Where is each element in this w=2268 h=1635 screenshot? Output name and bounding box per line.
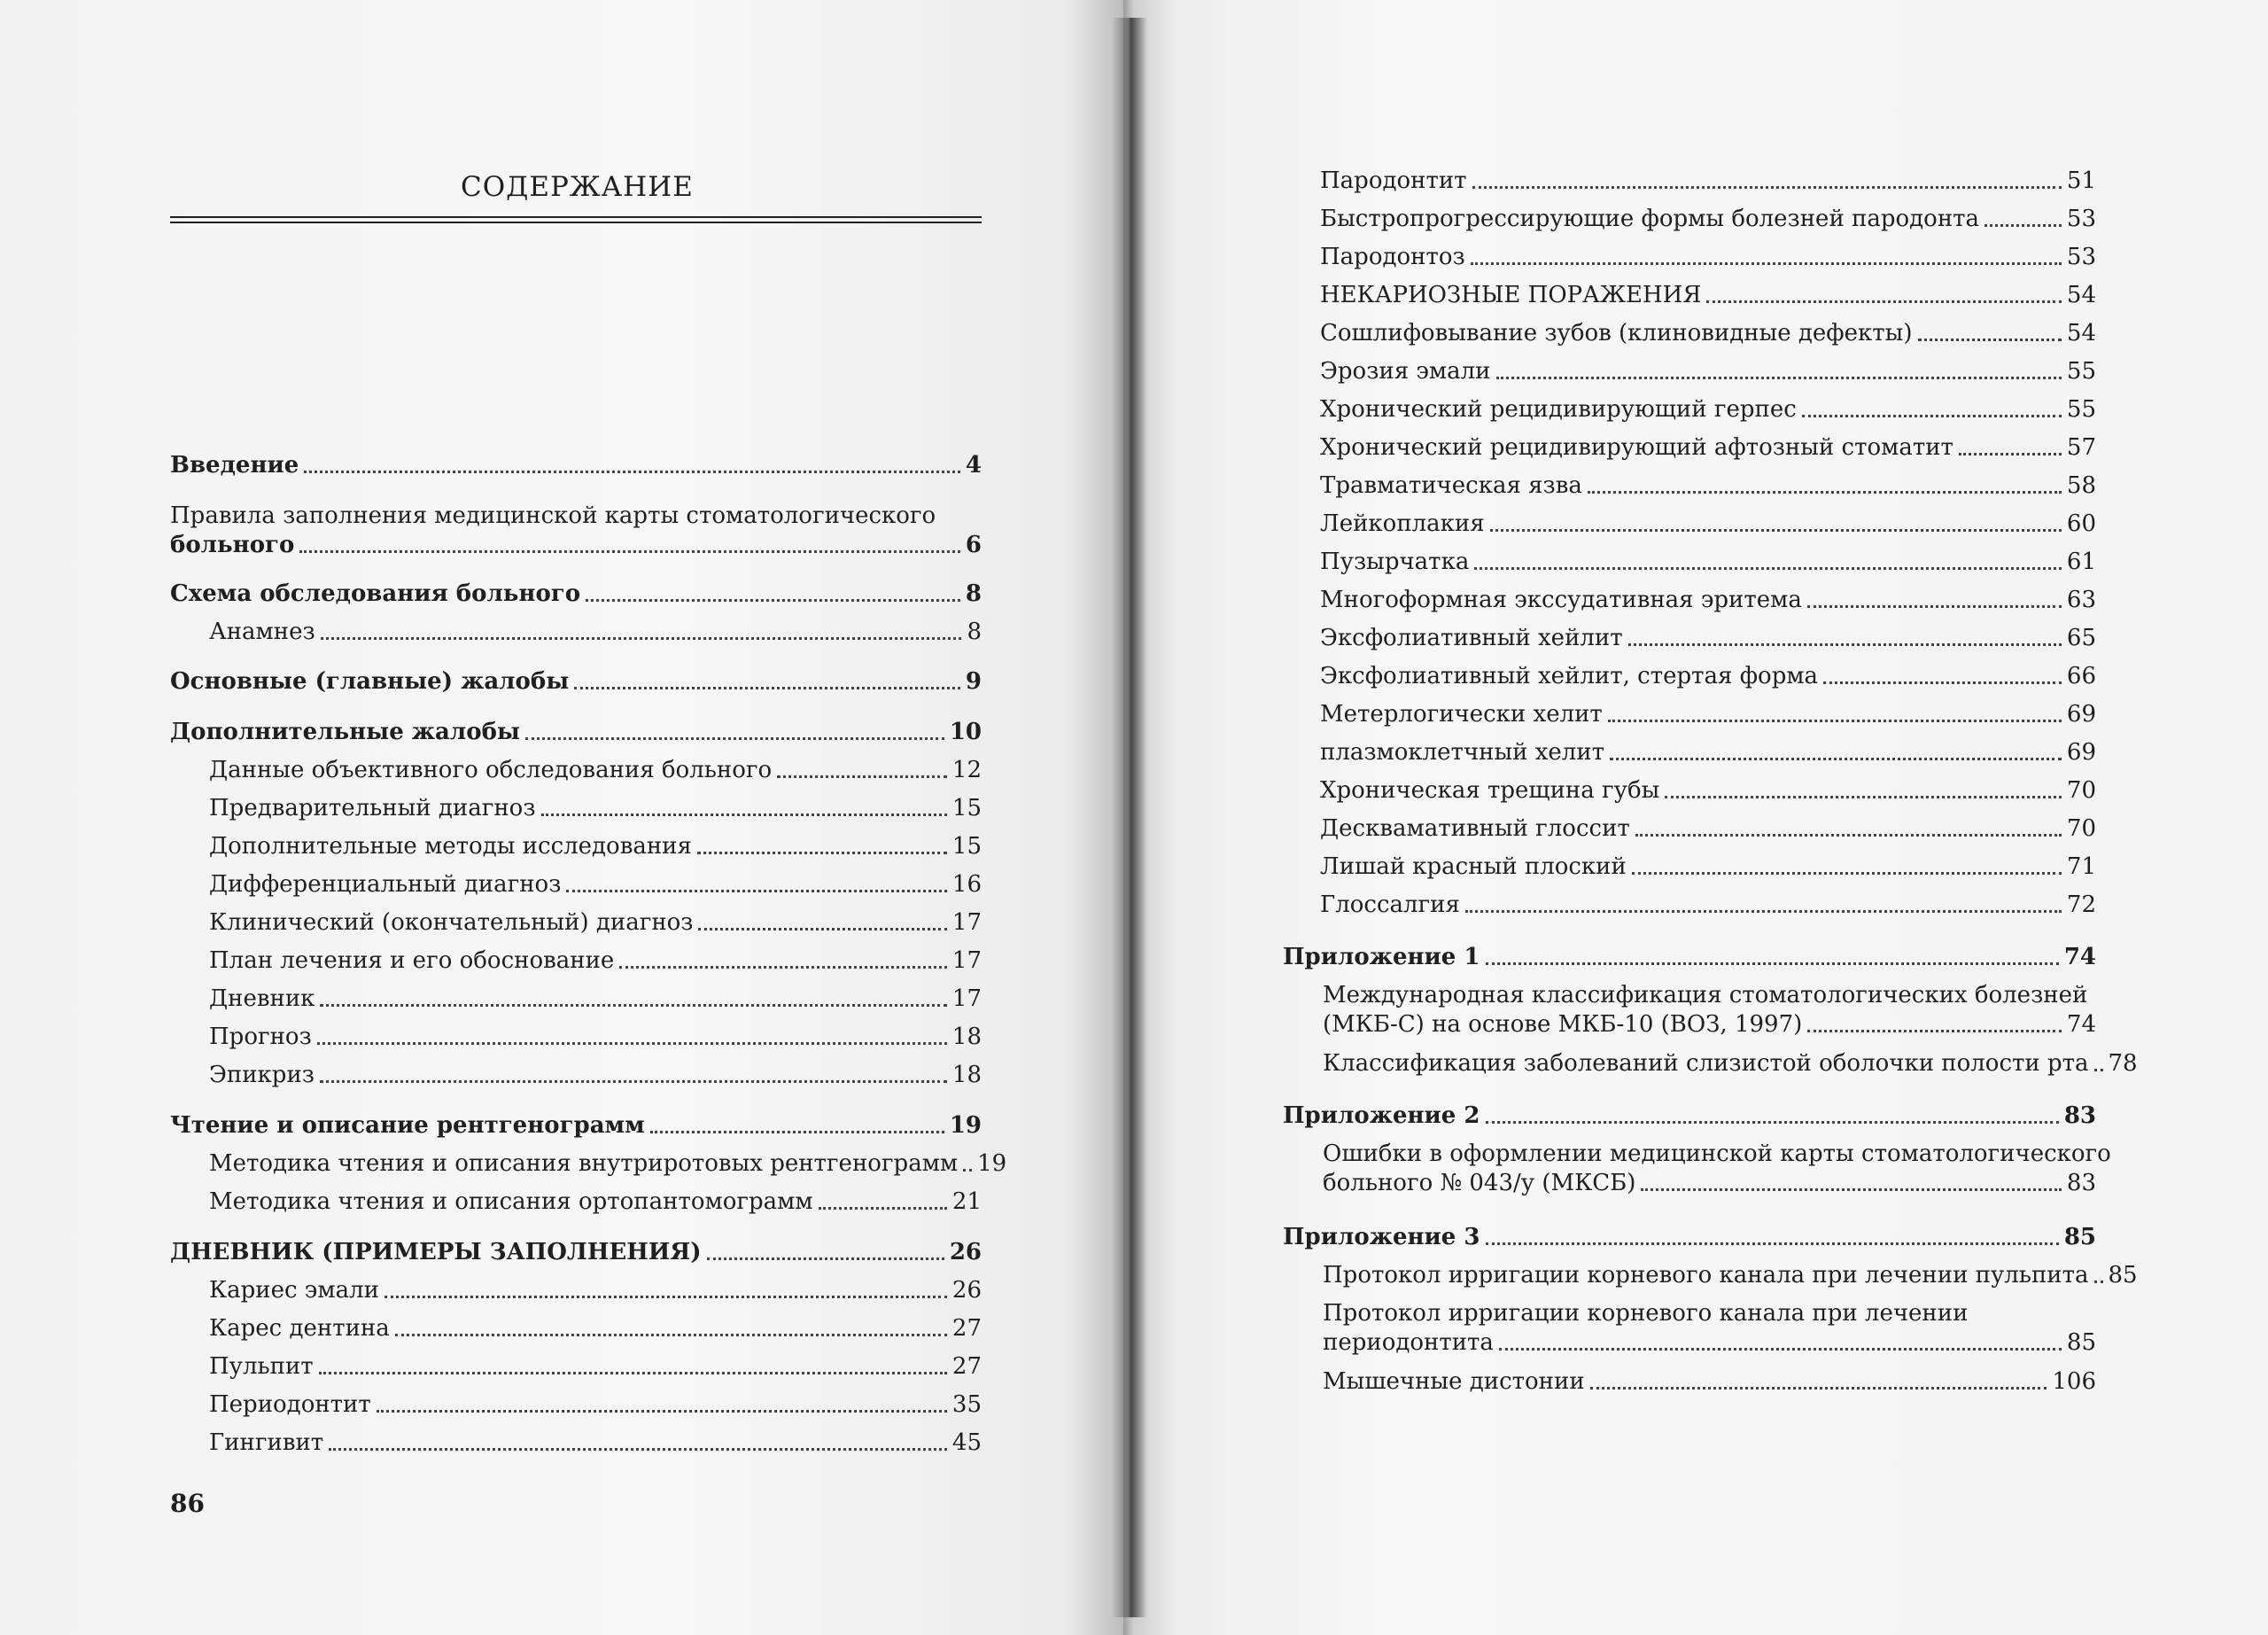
toc-entry-label: Лишай красный плоский	[1320, 853, 1627, 880]
toc-leader	[566, 890, 947, 892]
toc-entry[interactable]	[1320, 243, 2096, 272]
toc-entry[interactable]	[209, 1429, 982, 1458]
toc-entry-label: Травматическая язва	[1320, 472, 1582, 499]
toc-entry-label: плазмоклетчный хелит	[1320, 739, 1605, 766]
toc-entry[interactable]	[209, 1149, 1007, 1179]
toc-entry-page: 106	[2052, 1368, 2096, 1395]
toc-entry[interactable]	[170, 580, 982, 609]
toc-leader	[1632, 872, 2062, 875]
toc-entry-page: 63	[2066, 587, 2096, 613]
toc-leader	[395, 1334, 947, 1336]
toc-leader	[574, 687, 960, 689]
toc-entry[interactable]	[1283, 1102, 2096, 1131]
toc-entry-page: 10	[949, 719, 982, 745]
toc-entry-label-line1: Правила заполнения медицинской карты стоматологического	[170, 502, 936, 529]
toc-entry-page: 53	[2066, 244, 2096, 270]
toc-entry-label: Приложение 3	[1283, 1224, 1480, 1250]
toc-entry-page: 55	[2066, 396, 2096, 423]
toc-entry[interactable]	[1320, 319, 2096, 348]
toc-entry-page: 17	[951, 947, 982, 974]
toc-entry-label: Глоссалгия	[1320, 891, 1460, 918]
toc-leader	[586, 599, 960, 602]
toc-entry[interactable]	[209, 1023, 982, 1052]
toc-entry[interactable]	[1320, 624, 2096, 653]
toc-entry-label: Введение	[170, 452, 299, 479]
toc-leader	[1665, 796, 2062, 798]
toc-entry-label: Методика чтения и описания ортопантомограмм	[209, 1188, 813, 1215]
toc-leader	[1807, 1030, 2062, 1032]
toc-entry-page: 21	[951, 1188, 982, 1215]
toc-leader	[541, 814, 947, 816]
toc-leader	[1486, 1242, 2059, 1245]
toc-leader	[299, 550, 960, 553]
toc-entry-label: больного № 043/у (МКСБ)	[1323, 1170, 1636, 1196]
toc-leader	[377, 1410, 947, 1413]
toc-entry-page: 8	[967, 619, 982, 645]
toc-entry[interactable]	[1320, 586, 2096, 615]
toc-entry-label: Метерлогически хелит	[1320, 701, 1603, 728]
toc-entry-label: Чтение и описание рентгенограмм	[170, 1112, 645, 1139]
toc-entry[interactable]	[1320, 395, 2096, 424]
title-divider	[170, 216, 982, 223]
toc-entry[interactable]	[1323, 1049, 2138, 1078]
toc-leader	[1486, 1121, 2059, 1124]
toc-entry-page: 85	[2108, 1262, 2138, 1289]
toc-entry-label: Предварительный диагноз	[209, 795, 536, 821]
toc-leader	[1959, 453, 2062, 455]
toc-entry[interactable]	[1320, 662, 2096, 691]
toc-leader	[1635, 834, 2062, 837]
toc-entry[interactable]	[1320, 433, 2096, 463]
toc-leader	[697, 852, 947, 854]
toc-entry-label: периодонтита	[1323, 1329, 1494, 1356]
toc-entry-label: больного	[170, 532, 295, 558]
toc-entry-page: 70	[2066, 815, 2096, 842]
toc-entry-page: 19	[949, 1112, 982, 1139]
toc-entry[interactable]	[1320, 471, 2096, 501]
book-gutter	[1112, 18, 1147, 1617]
toc-entry[interactable]	[170, 718, 982, 747]
toc-leader	[619, 966, 947, 969]
toc-entry-page: 4	[965, 452, 982, 479]
toc-entry-page: 78	[2108, 1050, 2138, 1077]
toc-entry-page: 65	[2066, 625, 2096, 651]
toc-leader	[304, 471, 960, 473]
toc-entry[interactable]	[1283, 943, 2096, 972]
toc-leader	[1706, 300, 2062, 303]
toc-entry-label: Эрозия эмали	[1320, 358, 1491, 385]
toc-leader	[384, 1296, 947, 1298]
toc-entry-page: 61	[2066, 549, 2096, 575]
toc-entry-label: Быстропрогрессирующие формы болезней пародонта	[1320, 206, 1980, 232]
toc-entry-page: 51	[2066, 167, 2096, 194]
toc-entry-label: Многоформная экссудативная эритема	[1320, 587, 1802, 613]
toc-entry-label: Карес дентина	[209, 1315, 390, 1342]
toc-leader	[698, 928, 946, 930]
toc-leader	[1823, 681, 2062, 684]
toc-entry[interactable]	[209, 1276, 982, 1305]
toc-entry[interactable]	[209, 908, 982, 938]
toc-entry[interactable]	[209, 618, 982, 647]
toc-entry-label: ДНЕВНИК (ПРИМЕРЫ ЗАПОЛНЕНИЯ)	[170, 1239, 702, 1265]
toc-leader	[2094, 1069, 2103, 1071]
toc-entry[interactable]	[170, 502, 982, 560]
toc-entry[interactable]	[1320, 281, 2096, 310]
toc-entry-page: 74	[2063, 944, 2096, 970]
toc-entry-label: Пульпит	[209, 1353, 314, 1380]
toc-entry-page: 69	[2066, 701, 2096, 728]
toc-leader	[1802, 415, 2062, 417]
toc-leader	[707, 1257, 944, 1260]
toc-entry[interactable]	[1323, 1299, 2096, 1358]
toc-entry-label: Дифференциальный диагноз	[209, 871, 562, 898]
toc-entry-page: 15	[951, 795, 982, 821]
toc-entry[interactable]	[1320, 776, 2096, 806]
toc-entry[interactable]	[1320, 548, 2096, 577]
toc-entry-page: 55	[2066, 358, 2096, 385]
toc-entry-label: Дополнительные методы исследования	[209, 833, 692, 860]
toc-entry[interactable]	[170, 451, 982, 480]
toc-entry-page: 58	[2066, 472, 2096, 499]
toc-entry-page: 9	[965, 668, 982, 695]
toc-entry-page: 69	[2066, 739, 2096, 766]
toc-leader	[1465, 910, 2062, 913]
toc-entry[interactable]	[170, 667, 982, 697]
toc-entry-label: Пародонтит	[1320, 167, 1467, 194]
toc-entry-page: 17	[951, 985, 982, 1012]
toc-entry-page: 54	[2066, 282, 2096, 308]
toc-entry-page: 27	[951, 1353, 982, 1380]
toc-leader	[329, 1448, 947, 1451]
toc-entry-label: (МКБ-С) на основе МКБ-10 (ВОЗ, 1997)	[1323, 1011, 1803, 1038]
toc-leader	[525, 737, 944, 740]
page-number: 86	[170, 1489, 205, 1518]
toc-entry-page: 83	[2063, 1102, 2096, 1129]
toc-entry-page: 57	[2066, 434, 2096, 461]
toc-leader	[1496, 377, 2062, 379]
toc-leader	[1486, 962, 2059, 965]
toc-entry-label: Прогноз	[209, 1024, 312, 1050]
toc-entry-page: 83	[2066, 1170, 2096, 1196]
toc-entry-label: Эксфолиативный хейлит, стертая форма	[1320, 663, 1819, 689]
toc-entry[interactable]	[209, 870, 982, 899]
toc-entry-label: Классификация заболеваний слизистой оболочки полости рта	[1323, 1050, 2089, 1077]
toc-entry-page: 26	[949, 1239, 982, 1265]
toc-entry-label: Дневник	[209, 985, 315, 1012]
toc-leader	[1807, 605, 2062, 608]
toc-entry-page: 54	[2066, 320, 2096, 346]
toc-entry[interactable]	[209, 985, 982, 1014]
toc-entry-page: 70	[2066, 777, 2096, 804]
toc-entry-label: Дополнительные жалобы	[170, 719, 520, 745]
toc-leader	[2094, 1281, 2103, 1283]
toc-entry-label: Десквамативный глоссит	[1320, 815, 1630, 842]
toc-entry[interactable]	[1320, 738, 2096, 767]
toc-entry[interactable]	[1320, 891, 2096, 920]
toc-entry[interactable]	[1320, 357, 2096, 386]
toc-entry-label: Пародонтоз	[1320, 244, 1465, 270]
toc-entry[interactable]	[1323, 1261, 2138, 1290]
toc-entry[interactable]	[170, 1111, 982, 1141]
toc-entry-page: 6	[965, 532, 982, 558]
toc-entry-label: Протокол ирригации корневого канала при лечении пульпита	[1323, 1262, 2089, 1289]
toc-entry[interactable]	[209, 1061, 982, 1090]
toc-entry-page: 85	[2066, 1329, 2096, 1356]
toc-entry-page: 16	[951, 871, 982, 898]
toc-entry-page: 15	[951, 833, 982, 860]
toc-entry-label: НЕКАРИОЗНЫЕ ПОРАЖЕНИЯ	[1320, 282, 1702, 308]
toc-entry[interactable]	[1323, 1367, 2096, 1397]
toc-entry-page: 53	[2066, 206, 2096, 232]
toc-leader	[320, 1080, 947, 1083]
toc-entry-label-line1: Протокол ирригации корневого канала при лечении	[1323, 1300, 1969, 1327]
toc-entry-label: План лечения и его обоснование	[209, 947, 615, 974]
toc-entry-label: Клинический (окончательный) диагноз	[209, 909, 694, 936]
toc-entry[interactable]	[1320, 205, 2096, 234]
toc-entry[interactable]	[209, 946, 982, 976]
toc-entry-page: 19	[977, 1150, 1007, 1177]
toc-leader	[1471, 262, 2062, 265]
toc-entry[interactable]	[209, 794, 982, 823]
toc-leader	[650, 1131, 944, 1133]
toc-leader	[777, 775, 947, 778]
toc-leader	[1490, 529, 2062, 532]
toc-entry[interactable]	[1320, 853, 2096, 882]
toc-entry-label: Приложение 1	[1283, 944, 1480, 970]
toc-leader	[1628, 643, 2062, 646]
toc-leader	[819, 1207, 947, 1210]
toc-entry-page: 74	[2066, 1011, 2096, 1038]
toc-entry[interactable]	[1320, 814, 2096, 844]
toc-entry-label: Схема обследования больного	[170, 580, 581, 607]
toc-leader	[321, 637, 962, 640]
toc-entry[interactable]	[1283, 1223, 2096, 1252]
toc-entry-page: 35	[951, 1391, 982, 1418]
toc-entry-label: Кариес эмали	[209, 1277, 379, 1304]
toc-entry-label: Сошлифовывание зубов (клиновидные дефекты)	[1320, 320, 1913, 346]
toc-entry[interactable]	[209, 832, 982, 861]
toc-entry[interactable]	[1323, 981, 2096, 1039]
toc-entry-label: Анамнез	[209, 619, 315, 645]
toc-entry-label-line1: Международная классификация стоматологических болезней	[1323, 982, 2088, 1008]
toc-leader	[1472, 186, 2062, 189]
toc-entry[interactable]	[170, 1238, 982, 1267]
toc-entry-page: 18	[951, 1024, 982, 1050]
toc-leader	[1588, 491, 2062, 494]
toc-entry-label: Данные объективного обследования больного	[209, 757, 773, 783]
toc-leader	[1641, 1188, 2062, 1191]
toc-leader	[1499, 1348, 2062, 1351]
toc-entry-page: 27	[951, 1315, 982, 1342]
toc-entry-page: 26	[951, 1277, 982, 1304]
toc-entry-page: 12	[951, 757, 982, 783]
toc-entry-label: Хронический рецидивирующий герпес	[1320, 396, 1797, 423]
toc-entry[interactable]	[1320, 167, 2096, 196]
toc-entry[interactable]	[209, 1390, 982, 1420]
toc-leader	[320, 1004, 947, 1007]
toc-entry-label: Эксфолиативный хейлит	[1320, 625, 1623, 651]
toc-entry-label: Пузырчатка	[1320, 549, 1470, 575]
page-title: СОДЕРЖАНИЕ	[461, 171, 694, 203]
toc-entry-page: 18	[951, 1062, 982, 1088]
toc-entry-label: Эпикриз	[209, 1062, 315, 1088]
toc-entry-page: 66	[2066, 663, 2096, 689]
toc-entry[interactable]	[209, 1314, 982, 1343]
toc-entry-page: 60	[2066, 510, 2096, 537]
toc-entry-page: 17	[951, 909, 982, 936]
toc-entry-page: 72	[2066, 891, 2096, 918]
toc-entry-label-line1: Ошибки в оформлении медицинской карты стоматологического	[1323, 1141, 2111, 1167]
toc-entry-page: 8	[965, 580, 982, 607]
toc-leader	[319, 1372, 947, 1374]
toc-entry-label: Методика чтения и описания внутриротовых рентгенограмм	[209, 1150, 959, 1177]
toc-entry-label: Хронический рецидивирующий афтозный стоматит	[1320, 434, 1953, 461]
toc-entry[interactable]	[209, 1187, 982, 1217]
toc-leader	[1610, 758, 2062, 760]
toc-leader	[317, 1042, 947, 1045]
toc-entry[interactable]	[1323, 1140, 2111, 1198]
toc-entry-page: 71	[2066, 853, 2096, 880]
toc-entry[interactable]	[209, 1352, 982, 1382]
toc-entry-label: Гингивит	[209, 1429, 324, 1456]
toc-entry-page: 45	[951, 1429, 982, 1456]
toc-entry-label: Мышечные дистонии	[1323, 1368, 1585, 1395]
toc-entry-page: 85	[2063, 1224, 2096, 1250]
toc-entry-label: Лейкоплакия	[1320, 510, 1485, 537]
toc-leader	[1918, 339, 2062, 341]
toc-entry[interactable]	[1320, 510, 2096, 539]
toc-entry[interactable]	[209, 756, 982, 785]
toc-entry-label: Хроническая трещина губы	[1320, 777, 1660, 804]
toc-leader	[1590, 1387, 2047, 1390]
toc-leader	[1608, 720, 2062, 722]
toc-entry-label: Периодонтит	[209, 1391, 371, 1418]
toc-leader	[1474, 567, 2062, 570]
toc-entry[interactable]	[1320, 700, 2096, 729]
toc-entry-label: Основные (главные) жалобы	[170, 668, 570, 695]
toc-leader	[963, 1169, 972, 1172]
toc-leader	[1984, 224, 2062, 227]
toc-entry-label: Приложение 2	[1283, 1102, 1480, 1129]
